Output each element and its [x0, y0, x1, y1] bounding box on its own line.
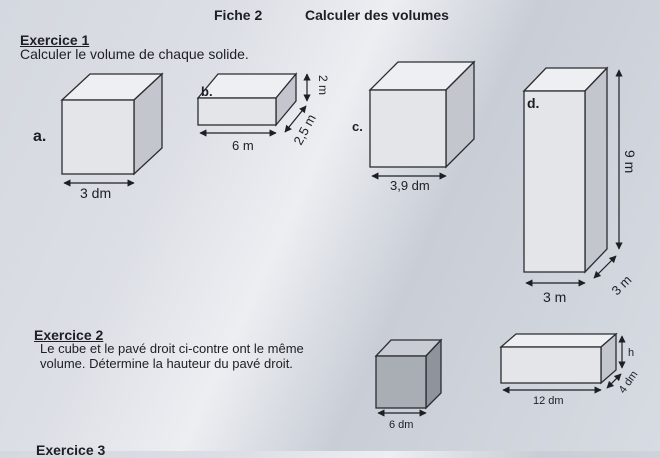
- solid-a-dimension: 3 dm: [80, 185, 112, 201]
- exercise-1-heading: Exercice 1: [20, 32, 90, 48]
- solid-d-letter: d.: [527, 95, 540, 111]
- solid-b-depth: 2,5 m: [290, 111, 319, 148]
- worksheet-title: Calculer des volumes: [305, 7, 449, 23]
- solid-a-cube: [62, 74, 162, 174]
- exercise-2-cube: [376, 340, 441, 408]
- solid-d-base: 3 m: [543, 289, 567, 305]
- exercise-2-cube-dimension: 6 dm: [389, 419, 414, 431]
- solid-a-letter: a.: [33, 128, 47, 145]
- solid-c-letter: c.: [352, 119, 363, 134]
- exercise-1-instruction: Calculer le volume de chaque solide.: [20, 46, 249, 62]
- solid-b-length: 6 m: [232, 138, 254, 153]
- solid-b-letter: b.: [201, 84, 213, 99]
- exercise-2-prism-length: 12 dm: [533, 395, 564, 407]
- solid-d-depth: 3 m: [608, 272, 635, 299]
- exercise-2-prism: [501, 334, 616, 383]
- exercise-2-heading: Exercice 2: [34, 327, 104, 343]
- solid-c-cube: [370, 62, 474, 167]
- exercise-2-instruction-line-1: Le cube et le pavé droit ci-contre ont le même: [40, 341, 304, 356]
- solid-b-height: 2 m: [316, 75, 330, 96]
- fiche-number: Fiche 2: [214, 7, 263, 23]
- solid-d-height: 9 m: [622, 150, 638, 174]
- exercise-2-prism-depth: 4 dm: [616, 368, 641, 396]
- exercise-2-prism-height: h: [628, 347, 635, 359]
- exercise-3-heading: Exercice 3: [36, 442, 106, 458]
- exercise-2-instruction-line-2: volume. Détermine la hauteur du pavé droit.: [40, 356, 293, 371]
- solid-c-dimension: 3,9 dm: [390, 178, 430, 193]
- solid-b-box: [198, 74, 296, 125]
